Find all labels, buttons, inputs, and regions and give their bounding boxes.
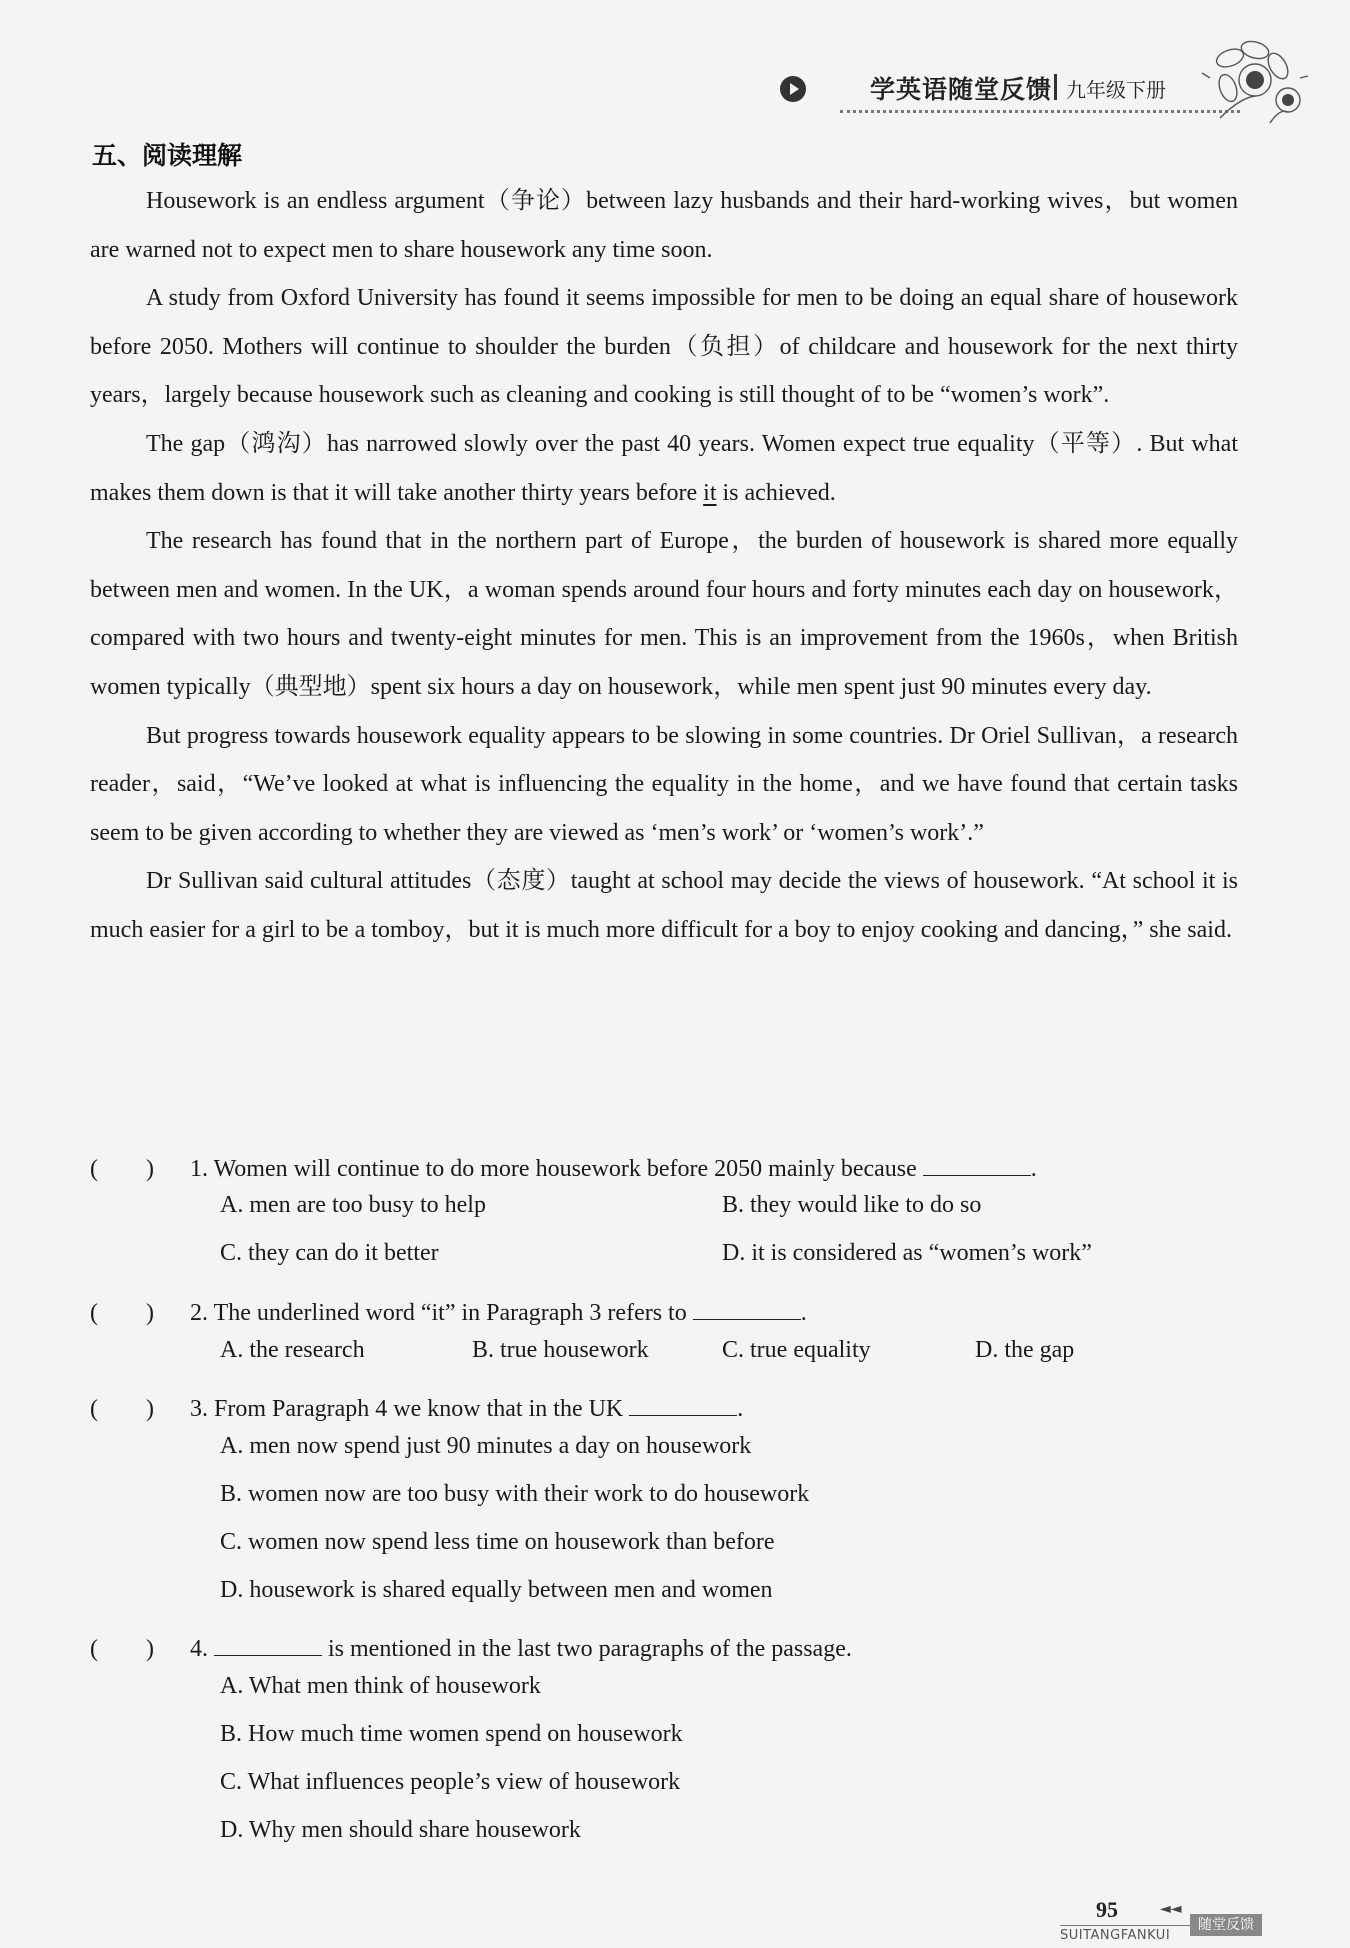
- option-b[interactable]: B. women now are too busy with their work to do housework: [220, 1481, 810, 1507]
- footer-badge: 随堂反馈: [1190, 1914, 1262, 1936]
- stem-text: 4.: [190, 1636, 214, 1662]
- option-c[interactable]: C. What influences people’s view of housework: [220, 1769, 681, 1795]
- question-2: [90, 1289, 1250, 1337]
- passage-paragraph: [90, 420, 1238, 517]
- option-d[interactable]: D. Why men should share housework: [220, 1817, 581, 1843]
- sunflower-decoration-icon: [1200, 28, 1310, 138]
- answer-blank[interactable]: [629, 1387, 737, 1416]
- answer-bracket[interactable]: ( ): [90, 1396, 154, 1422]
- paragraph-text: is achieved.: [716, 479, 836, 506]
- option-a[interactable]: A. the research: [220, 1337, 365, 1363]
- section-heading: 五、阅读理解: [92, 141, 243, 170]
- answer-bracket[interactable]: ( ): [90, 1156, 154, 1182]
- option-c[interactable]: C. women now spend less time on housework than before: [220, 1529, 775, 1555]
- stem-text: 3. From Paragraph 4 we know that in the UK: [190, 1396, 630, 1422]
- passage-paragraph: A study from Oxford University has found it seems impossible for men to be doing an equal share of housework before 2050. Mothers will continue to shoulder the burden（负担）of childcare and housework for the next thirty years，largely because housework such as cleaning and cooking is still thought of to be “women’s work”.: [90, 285, 1238, 409]
- option-a[interactable]: A. What men think of housework: [220, 1673, 541, 1699]
- stem-text: 1. Women will continue to do more housework before 2050 mainly because: [190, 1156, 923, 1182]
- header-dotted-rule: [840, 110, 1240, 113]
- reading-passage: [90, 177, 1238, 955]
- question-3: [90, 1385, 1250, 1433]
- question-stem: [190, 1145, 1037, 1193]
- answer-bracket[interactable]: ( ): [90, 1636, 154, 1662]
- answer-bracket[interactable]: ( ): [90, 1300, 154, 1326]
- option-b[interactable]: B. true housework: [472, 1337, 649, 1363]
- passage-paragraph: Dr Sullivan said cultural attitudes（态度）taught at school may decide the views of housework. “At school it is much easier for a girl to be a tomboy，but it is much more difficult for a boy to enjoy cooking and dancing，” she said.: [90, 868, 1238, 943]
- option-b[interactable]: B. they would like to do so: [722, 1192, 982, 1218]
- passage-paragraph: The research has found that in the northern part of Europe，the burden of housework is shared more equally between men and women. In the UK，a woman spends around four hours and forty minutes each day on housework，compared with two hours and twenty-eight minutes for men. This is an improvement from the 1960s，when British women typically（典型地）spent six hours a day on housework，while men spent just 90 minutes every day.: [90, 528, 1238, 700]
- page-number: 95: [1096, 1897, 1118, 1922]
- stem-text: 2. The underlined word “it” in Paragraph 3 refers to: [190, 1300, 693, 1326]
- option-a[interactable]: A. men now spend just 90 minutes a day on housework: [220, 1433, 752, 1459]
- question-stem: [190, 1385, 743, 1433]
- answer-blank[interactable]: [923, 1147, 1031, 1176]
- stem-text: is mentioned in the last two paragraphs of the passage.: [322, 1636, 852, 1662]
- question-stem: [190, 1289, 807, 1337]
- play-icon: [780, 76, 806, 102]
- stem-text: .: [800, 1300, 807, 1326]
- question-4: [90, 1625, 1250, 1673]
- option-c[interactable]: C. true equality: [722, 1337, 871, 1363]
- book-title: 学英语随堂反馈: [870, 75, 1053, 104]
- title-divider: [1054, 74, 1057, 100]
- option-d[interactable]: D. housework is shared equally between men and women: [220, 1577, 773, 1603]
- option-d[interactable]: D. it is considered as “women’s work”: [722, 1240, 1092, 1266]
- question-stem: [190, 1625, 852, 1673]
- option-b[interactable]: B. How much time women spend on housework: [220, 1721, 683, 1747]
- page-arrows-icon: ◄◄: [1160, 1901, 1182, 1917]
- underlined-word: it: [703, 479, 717, 506]
- option-d[interactable]: D. the gap: [975, 1337, 1075, 1363]
- passage-paragraph: Housework is an endless argument（争论）between lazy husbands and their hard-working wives，but women are warned not to expect men to share housework any time soon.: [90, 188, 1238, 263]
- answer-blank[interactable]: [693, 1291, 801, 1320]
- grade-label: 九年级下册: [1066, 78, 1166, 102]
- question-1: [90, 1145, 1250, 1193]
- page-header: [780, 70, 1250, 110]
- footer-brand: SUITANGFANKUI: [1060, 1928, 1171, 1943]
- passage-paragraph: But progress towards housework equality appears to be slowing in some countries. Dr Oriel Sullivan，a research reader，said，“We’ve looked at what is influencing the equality in the home，and we have found that certain tasks seem to be given according to whether they are viewed as ‘men’s work’ or ‘women’s work’.”: [90, 722, 1238, 846]
- stem-text: .: [737, 1396, 744, 1422]
- option-c[interactable]: C. they can do it better: [220, 1240, 439, 1266]
- paragraph-text: The gap（鸿沟）has narrowed slowly over the past 40 years. Women expect true equality（平等）. But what makes them down is that it will take another thirty years before: [90, 430, 1238, 506]
- answer-blank[interactable]: [214, 1627, 322, 1656]
- option-a[interactable]: A. men are too busy to help: [220, 1192, 486, 1218]
- stem-text: .: [1030, 1156, 1037, 1182]
